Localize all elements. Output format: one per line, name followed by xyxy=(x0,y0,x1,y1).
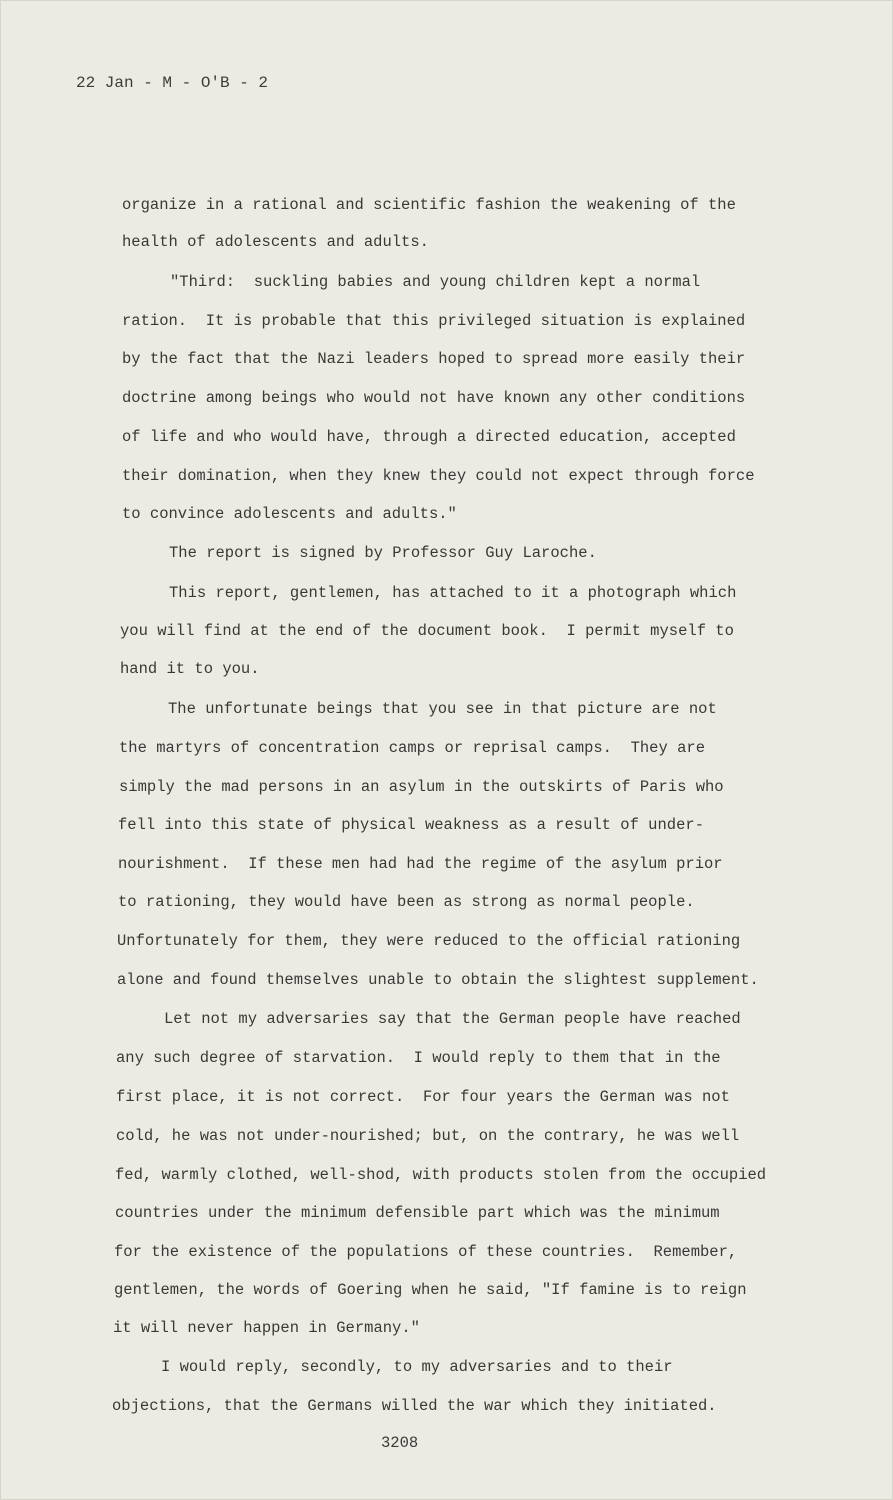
text-line: nourishment. If these men had had the regime of the asylum prior xyxy=(118,855,723,873)
text-line: countries under the minimum defensible part which was the minimum xyxy=(115,1204,720,1222)
text-line: first place, it is not correct. For four years the German was not xyxy=(116,1088,730,1106)
text-line: The unfortunate beings that you see in that picture are not xyxy=(168,700,717,718)
text-line: to convince adolescents and adults." xyxy=(122,505,457,523)
text-line: any such degree of starvation. I would reply to them that in the xyxy=(116,1049,721,1067)
text-line: fell into this state of physical weakness as a result of under- xyxy=(118,816,704,834)
text-line: hand it to you. xyxy=(120,660,260,678)
text-line: "Third: suckling babies and young children kept a normal xyxy=(170,273,701,291)
text-line: of life and who would have, through a directed education, accepted xyxy=(122,428,736,446)
text-line: Unfortunately for them, they were reduced to the official rationing xyxy=(117,932,741,950)
text-line: to rationing, they would have been as strong as normal people. xyxy=(118,893,695,911)
text-line: by the fact that the Nazi leaders hoped to spread more easily their xyxy=(122,350,746,368)
text-line: This report, gentlemen, has attached to it a photograph which xyxy=(169,584,737,602)
text-line: I would reply, secondly, to my adversaries and to their xyxy=(161,1358,673,1376)
text-line: health of adolescents and adults. xyxy=(122,233,429,251)
text-line: ration. It is probable that this privileged situation is explained xyxy=(122,312,746,330)
text-line: cold, he was not under-nourished; but, on the contrary, he was well xyxy=(116,1127,740,1145)
text-line: it will never happen in Germany." xyxy=(113,1319,420,1337)
text-line: you will find at the end of the document book. I permit myself to xyxy=(120,622,734,640)
text-line: their domination, when they knew they could not expect through force xyxy=(122,467,755,485)
page-header-reference: 22 Jan - M - O'B - 2 xyxy=(76,74,269,92)
text-line: simply the mad persons in an asylum in the outskirts of Paris who xyxy=(119,778,724,796)
text-line: The report is signed by Professor Guy Laroche. xyxy=(169,544,597,562)
page-number: 3208 xyxy=(381,1434,419,1452)
text-line: objections, that the Germans willed the war which they initiated. xyxy=(112,1397,717,1415)
text-line: fed, warmly clothed, well-shod, with products stolen from the occupied xyxy=(115,1166,767,1184)
text-line: doctrine among beings who would not have known any other conditions xyxy=(122,389,746,407)
text-line: for the existence of the populations of these countries. Remember, xyxy=(114,1243,738,1261)
text-line: organize in a rational and scientific fashion the weakening of the xyxy=(122,196,736,214)
text-line: alone and found themselves unable to obtain the slightest supplement. xyxy=(117,971,759,989)
text-line: Let not my adversaries say that the German people have reached xyxy=(164,1010,741,1028)
text-line: gentlemen, the words of Goering when he said, "If famine is to reign xyxy=(114,1281,747,1299)
text-line: the martyrs of concentration camps or reprisal camps. They are xyxy=(119,739,705,757)
